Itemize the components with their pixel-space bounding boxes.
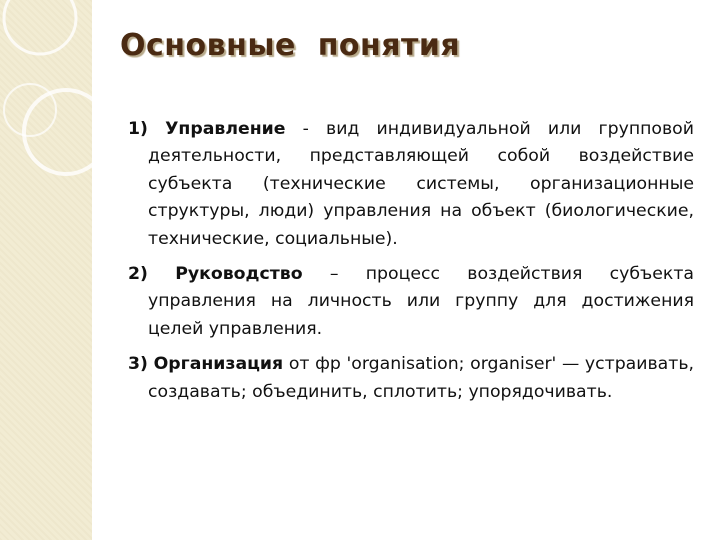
definition-text: процесс воздействия субъекта управления на личность или группу для достижения целей управления. <box>148 264 694 339</box>
decorative-side-strip <box>0 0 92 540</box>
definition-text: вид индивидуальной или групповой деятельности, представляющей собой воздействие субъекта (технические системы, организационные структуры, люди) управления на объект (биологические, технические, социальные). <box>148 119 694 249</box>
definitions-list <box>128 116 694 414</box>
item-number: 2) <box>128 264 148 285</box>
decorative-circles <box>0 0 92 540</box>
separator: - <box>285 119 327 139</box>
definition-item <box>128 261 694 343</box>
definition-item <box>128 116 694 253</box>
item-number: 3) <box>128 354 148 375</box>
definition-item <box>128 351 694 406</box>
definition-text: от фр 'organisation; organiser' — устраивать, создавать; объединить, сплотить; упорядочивать. <box>148 354 695 402</box>
separator: – <box>302 264 366 285</box>
item-number: 1) <box>128 119 148 139</box>
slide-title: Основные понятия <box>120 28 461 63</box>
term-rukovodstvo: Руководство <box>175 264 303 285</box>
term-organizatsiya: Организация <box>153 354 284 375</box>
term-upravlenie: Управление <box>165 119 286 139</box>
